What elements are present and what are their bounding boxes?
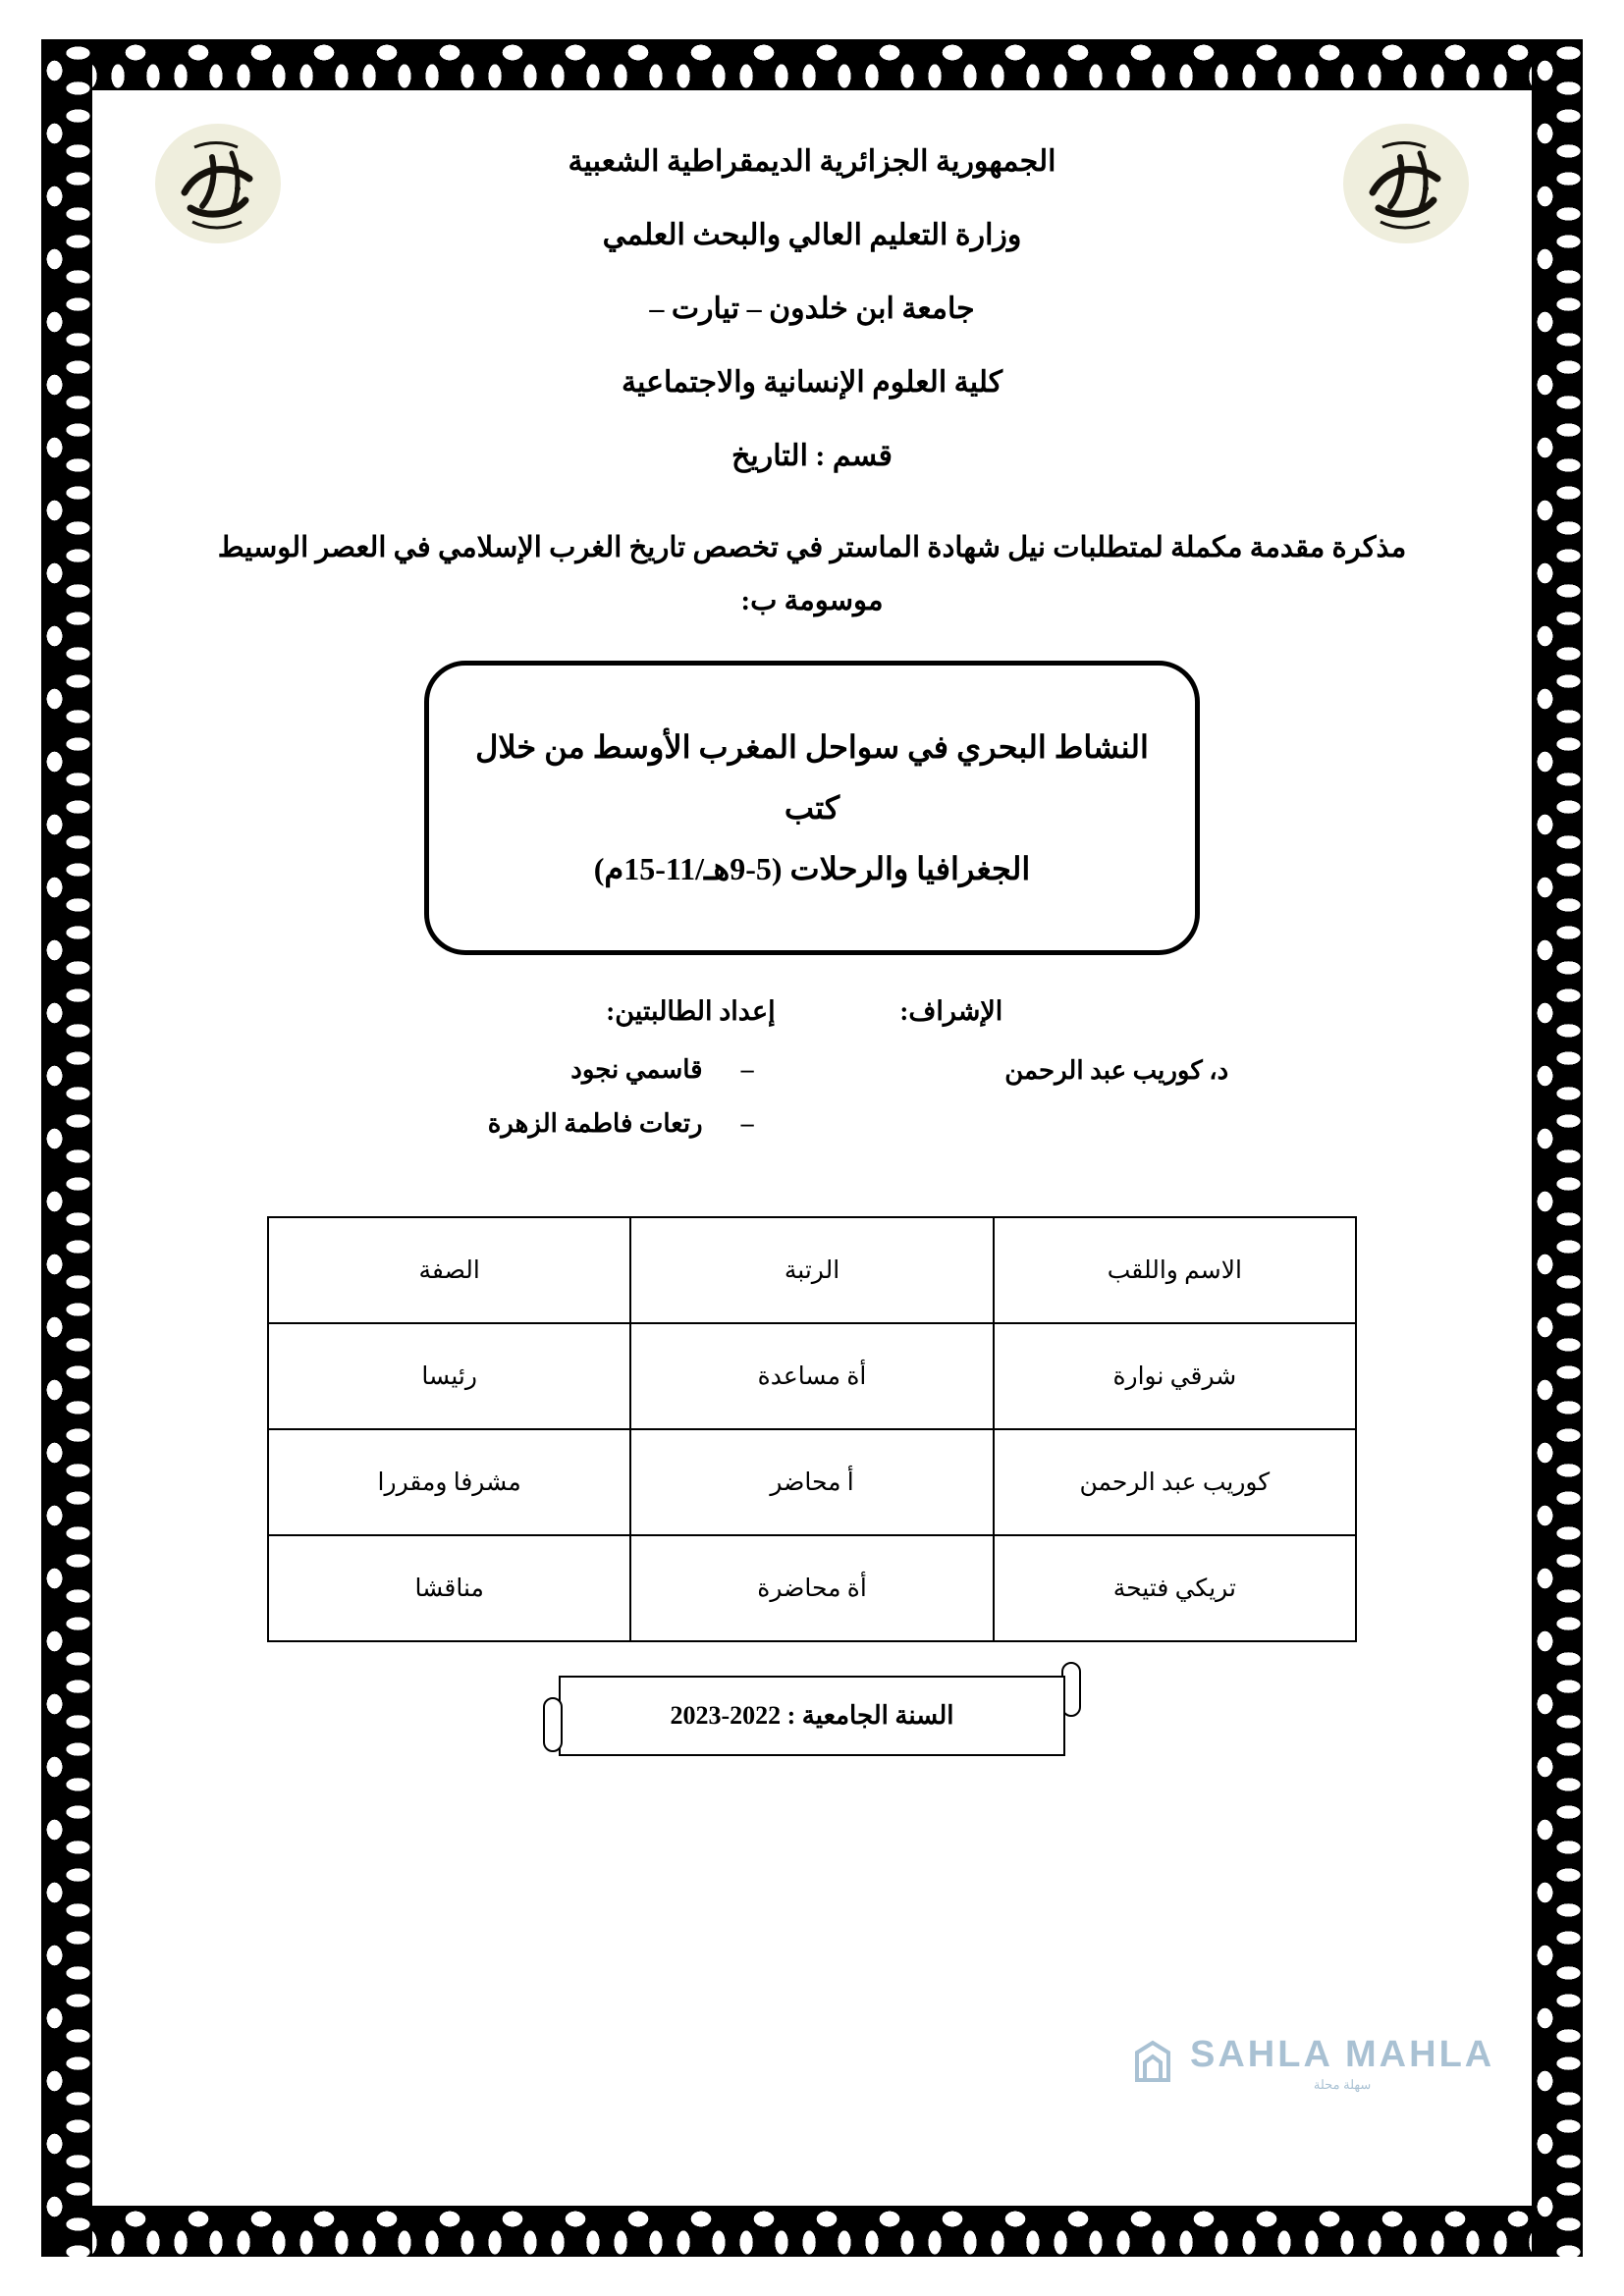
watermark bbox=[1127, 2036, 1494, 2093]
column-header-role: الصفة bbox=[268, 1217, 630, 1323]
ornament-band-top bbox=[41, 39, 1583, 90]
watermark-subtitle: سهلة محلة bbox=[1313, 2077, 1372, 2092]
institution-header bbox=[167, 130, 1457, 471]
cell-rank: أ محاضر bbox=[630, 1429, 993, 1535]
cell-name: تريكي فتيحة bbox=[994, 1535, 1356, 1641]
header-line-ministry: وزارة التعليم العالي والبحث العلمي bbox=[602, 219, 1022, 251]
list-item bbox=[200, 1056, 776, 1085]
header-line-faculty: كلية العلوم الإنسانية والاجتماعية bbox=[621, 366, 1003, 399]
student-name: قاسمي نجود bbox=[570, 1055, 703, 1085]
jury-table-container bbox=[267, 1216, 1357, 1642]
ornament-band-bottom bbox=[41, 2206, 1583, 2257]
students-list bbox=[200, 1056, 776, 1138]
cell-rank: أة محاضرة bbox=[630, 1535, 993, 1641]
ornament-band-right bbox=[1532, 39, 1583, 2257]
watermark-logo-icon bbox=[1127, 2039, 1178, 2090]
cell-role: رئيسا bbox=[268, 1323, 630, 1429]
column-header-rank: الرتبة bbox=[630, 1217, 993, 1323]
authorship-section bbox=[167, 996, 1457, 1163]
ibn-khaldoun-logo-icon bbox=[1343, 124, 1469, 243]
supervisor-name: د، كوريب عبد الرحمن bbox=[1004, 1056, 1229, 1086]
academic-year-text: السنة الجامعية : 2022-2023 bbox=[670, 1701, 954, 1731]
academic-year-banner bbox=[537, 1668, 1087, 1770]
list-item bbox=[200, 1110, 776, 1139]
bullet-dash: – bbox=[740, 1108, 754, 1138]
thesis-title bbox=[462, 717, 1162, 900]
table-row bbox=[268, 1429, 1356, 1535]
scroll-curl-icon bbox=[543, 1697, 563, 1752]
thesis-title-line-1: النشاط البحري في سواحل المغرب الأوسط من خلال كتب bbox=[475, 728, 1149, 827]
table-row bbox=[268, 1323, 1356, 1429]
header-line-country: الجمهورية الجزائرية الديمقراطية الشعبية bbox=[568, 145, 1056, 178]
cell-role: مشرفا ومقررا bbox=[268, 1429, 630, 1535]
ornament-band-left bbox=[41, 39, 92, 2257]
cell-name: كوريب عبد الرحمن bbox=[994, 1429, 1356, 1535]
bullet-dash: – bbox=[740, 1055, 754, 1085]
header-line-university: جامعة ابن خلدون – تيارت – bbox=[649, 293, 975, 325]
supervisor-column bbox=[848, 996, 1424, 1163]
thesis-title-line-2: الجغرافيا والرحلات (5-9هـ/11-15م) bbox=[593, 851, 1031, 887]
header-line-department: قسم : التاريخ bbox=[731, 440, 893, 472]
ibn-khaldoun-logo-icon bbox=[155, 124, 281, 243]
page-content bbox=[108, 102, 1516, 2194]
table-header-row bbox=[268, 1217, 1356, 1323]
jury-table bbox=[267, 1216, 1357, 1642]
cell-name: شرقي نوارة bbox=[994, 1323, 1356, 1429]
student-name: رتعات فاطمة الزهرة bbox=[487, 1108, 703, 1138]
academic-year-box bbox=[559, 1676, 1065, 1756]
submission-statement: مذكرة مقدمة مكملة لمتطلبات نيل شهادة الماستر في تخصص تاريخ الغرب الإسلامي في العصر الوسيط موسومة ب: bbox=[217, 532, 1407, 616]
students-label: إعداد الطالبتين: bbox=[606, 996, 776, 1027]
cell-rank: أة مساعدة bbox=[630, 1323, 993, 1429]
thesis-title-box bbox=[424, 661, 1200, 955]
table-row bbox=[268, 1535, 1356, 1641]
watermark-brand: SAHLA MAHLA bbox=[1190, 2034, 1495, 2075]
students-column bbox=[200, 996, 776, 1163]
cell-role: مناقشا bbox=[268, 1535, 630, 1641]
supervisor-label: الإشراف: bbox=[899, 996, 1003, 1027]
column-header-name: الاسم واللقب bbox=[994, 1217, 1356, 1323]
